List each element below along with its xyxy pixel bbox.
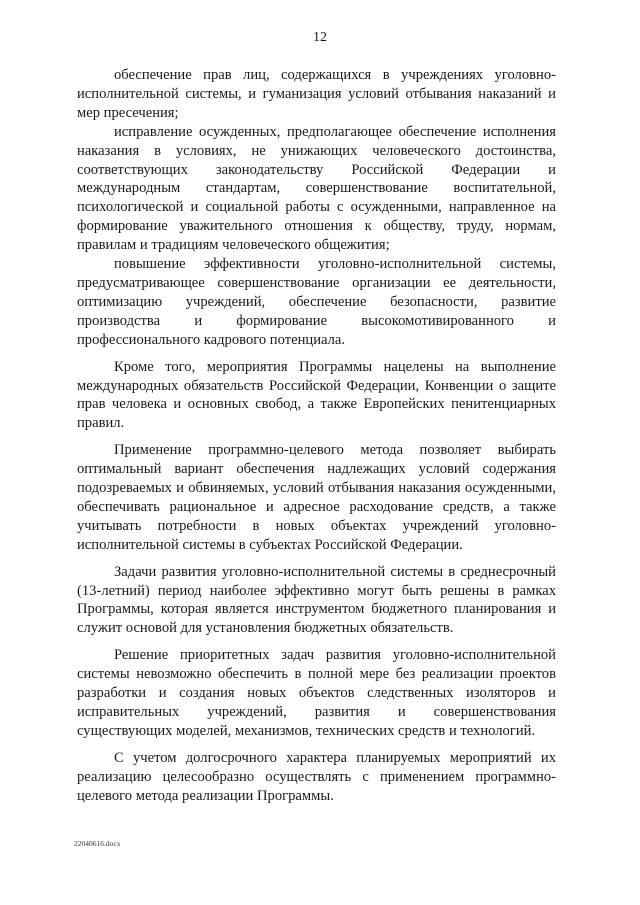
document-body bbox=[77, 66, 556, 806]
paragraph: Применение программно-целевого метода позволяет выбирать оптимальный вариант обеспечения надлежащих условий содержания подозреваемых и обвиняемых, условий отбывания наказания осужденными, обеспечивать рациональное и адресное расходование средств, а также учитывать потребности в новых объектах учреждений уголовно-исполнительной системы в субъектах Российской Федерации. bbox=[77, 442, 556, 553]
paragraph: Решение приоритетных задач развития уголовно-исполнительной системы невозможно обеспечить в полной мере без реализации проектов разработки и создания новых объектов следственных изоляторов и исправительных учреждений, развития и совершенствования существующих моделей, механизмов, технических средств и технологий. bbox=[77, 647, 556, 739]
document-filename-footer: 22040616.docx bbox=[74, 839, 121, 848]
paragraph: Задачи развития уголовно-исполнительной системы в среднесрочный (13-летний) период наиболее эффективно могут быть решены в рамках Программы, которая является инструментом бюджетного планирования и служит основой для установления бюджетных обязательств. bbox=[77, 563, 556, 637]
paragraph: С учетом долгосрочного характера планируемых мероприятий их реализацию целесообразно осуществлять с применением программно-целевого метода реализации Программы. bbox=[77, 749, 556, 804]
paragraph: повышение эффективности уголовно-исполнительной системы, предусматривающее совершенствование организации ее деятельности, оптимизацию учреждений, обеспечение безопасности, развитие производства и формирование высокомотивированного и профессионального кадрового потенциала. bbox=[77, 256, 556, 348]
paragraph: Кроме того, мероприятия Программы нацелены на выполнение международных обязательств Российской Федерации, Конвенции о защите прав человека и основных свобод, а также Европейских пенитенциарных правил. bbox=[77, 358, 556, 432]
paragraph: обеспечение прав лиц, содержащихся в учреждениях уголовно-исполнительной системы, и гуманизация условий отбывания наказаний и мер пресечения; bbox=[77, 67, 556, 121]
page-number: 12 bbox=[313, 30, 327, 45]
paragraph: исправление осужденных, предполагающее обеспечение исполнения наказания в условиях, не унижающих человеческого достоинства, соответствующих законодательству Российской Федерации и международным стандартам, совершенствование воспитательной, психологической и социальной работы с осужденными, направленное на формирование уважительного отношения к обществу, труду, нормам, правилам и традициям человеческого общежития; bbox=[77, 123, 556, 254]
